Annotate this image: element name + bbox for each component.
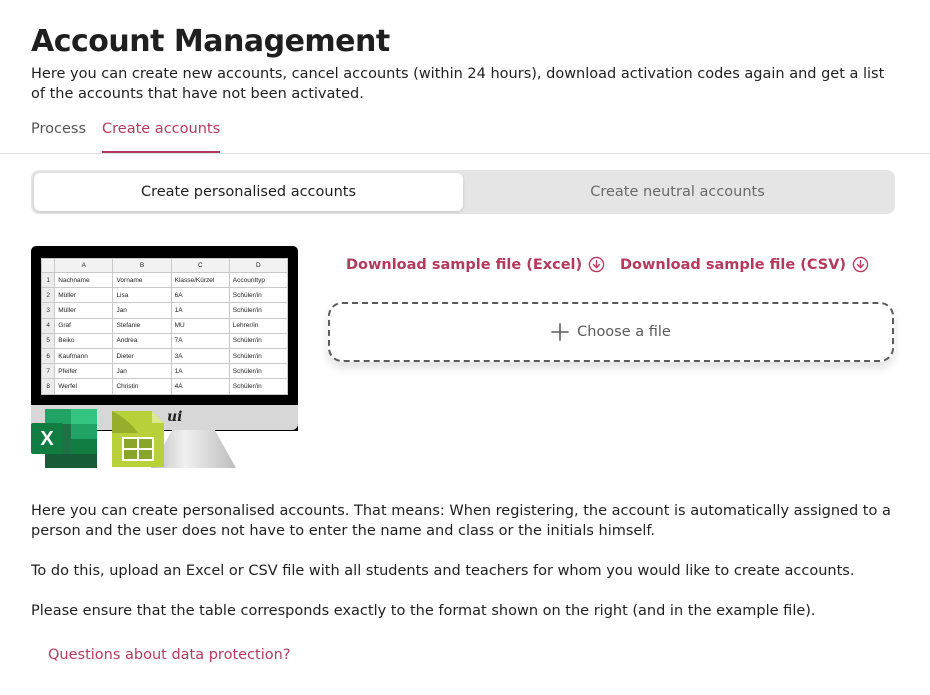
row-number: 4 <box>42 318 55 333</box>
choose-file-label: Choose a file <box>577 324 671 340</box>
tabs-divider <box>0 153 930 154</box>
table-cell: Dieter <box>113 348 171 363</box>
libreoffice-calc-icon <box>108 409 166 468</box>
table-cell: Christin <box>113 379 171 394</box>
table-cell: Beiko <box>55 333 113 348</box>
tab-bar <box>31 118 220 154</box>
row-number: 8 <box>42 379 55 394</box>
info-paragraph-personalised: Here you can create personalised accounts. That means: When registering, the account is automatically assigned to a person and the user does not have to enter the name and class or the initials himself. <box>31 503 891 539</box>
table-cell: Graf <box>55 318 113 333</box>
account-type-switch <box>31 170 895 214</box>
download-csv-sample-link[interactable] <box>620 256 869 273</box>
tab-process[interactable]: Process <box>31 121 87 137</box>
table-cell: Schüler/in <box>229 288 287 303</box>
column-letter: C <box>171 259 229 273</box>
row-number: 2 <box>42 288 55 303</box>
download-icon <box>852 256 869 273</box>
table-cell: 4A <box>171 379 229 394</box>
file-upload-dropzone[interactable] <box>328 302 894 362</box>
download-excel-sample-link[interactable] <box>346 256 605 273</box>
table-cell: Schüler/in <box>229 303 287 318</box>
row-number: 5 <box>42 333 55 348</box>
segment-personalised-accounts[interactable]: Create personalised accounts <box>34 173 463 211</box>
column-letter: A <box>55 259 113 273</box>
table-cell: Andrea <box>113 333 171 348</box>
page-description: Here you can create new accounts, cancel accounts (within 24 hours), download activation codes again and get a list of the accounts that have not been activated. <box>31 66 885 102</box>
table-cell: MU <box>171 318 229 333</box>
table-cell: Lehrer/in <box>229 318 287 333</box>
table-cell: Müller <box>55 288 113 303</box>
table-cell: 6A <box>171 288 229 303</box>
info-paragraph-format: Please ensure that the table corresponds exactly to the format shown on the right (and in the example file). <box>31 603 816 619</box>
table-cell: Kaufmann <box>55 348 113 363</box>
download-excel-label: Download sample file (Excel) <box>346 256 583 273</box>
table-cell: Jan <box>113 364 171 379</box>
data-protection-link[interactable]: Questions about data protection? <box>48 647 291 663</box>
example-spreadsheet <box>41 258 288 395</box>
table-cell: Stefanie <box>113 318 171 333</box>
plus-icon <box>551 323 569 341</box>
row-number: 1 <box>42 273 55 288</box>
row-number: 6 <box>42 348 55 363</box>
table-cell: Pfeifer <box>55 364 113 379</box>
header-cell: Nachname <box>55 273 113 288</box>
segment-neutral-accounts[interactable]: Create neutral accounts <box>590 184 765 200</box>
info-paragraph-upload: To do this, upload an Excel or CSV file with all students and teachers for whom you would like to create accounts. <box>31 563 855 579</box>
table-cell: Schüler/in <box>229 348 287 363</box>
column-letter: D <box>229 259 287 273</box>
table-cell: Werfel <box>55 379 113 394</box>
table-cell: Müller <box>55 303 113 318</box>
partial-logo-text: ui <box>167 409 183 425</box>
column-letter: B <box>113 259 171 273</box>
page-title: Account Management <box>31 24 390 59</box>
table-cell: Lisa <box>113 288 171 303</box>
table-cell: 1A <box>171 364 229 379</box>
table-cell: Schüler/in <box>229 333 287 348</box>
excel-icon <box>31 409 97 468</box>
table-cell: 1A <box>171 303 229 318</box>
row-number: 3 <box>42 303 55 318</box>
download-csv-label: Download sample file (CSV) <box>620 256 847 273</box>
header-cell: Klasse/Kürzel <box>171 273 229 288</box>
header-cell: Accounttyp <box>229 273 287 288</box>
table-cell: Jan <box>113 303 171 318</box>
table-cell: 3A <box>171 348 229 363</box>
table-cell: 7A <box>171 333 229 348</box>
tab-create-accounts[interactable]: Create accounts <box>102 118 220 154</box>
download-icon <box>588 256 605 273</box>
spreadsheet-illustration <box>31 246 299 470</box>
header-cell: Vorname <box>113 273 171 288</box>
row-number: 7 <box>42 364 55 379</box>
table-cell: Schüler/in <box>229 364 287 379</box>
excel-letter: X <box>40 428 54 450</box>
table-cell: Schüler/in <box>229 379 287 394</box>
